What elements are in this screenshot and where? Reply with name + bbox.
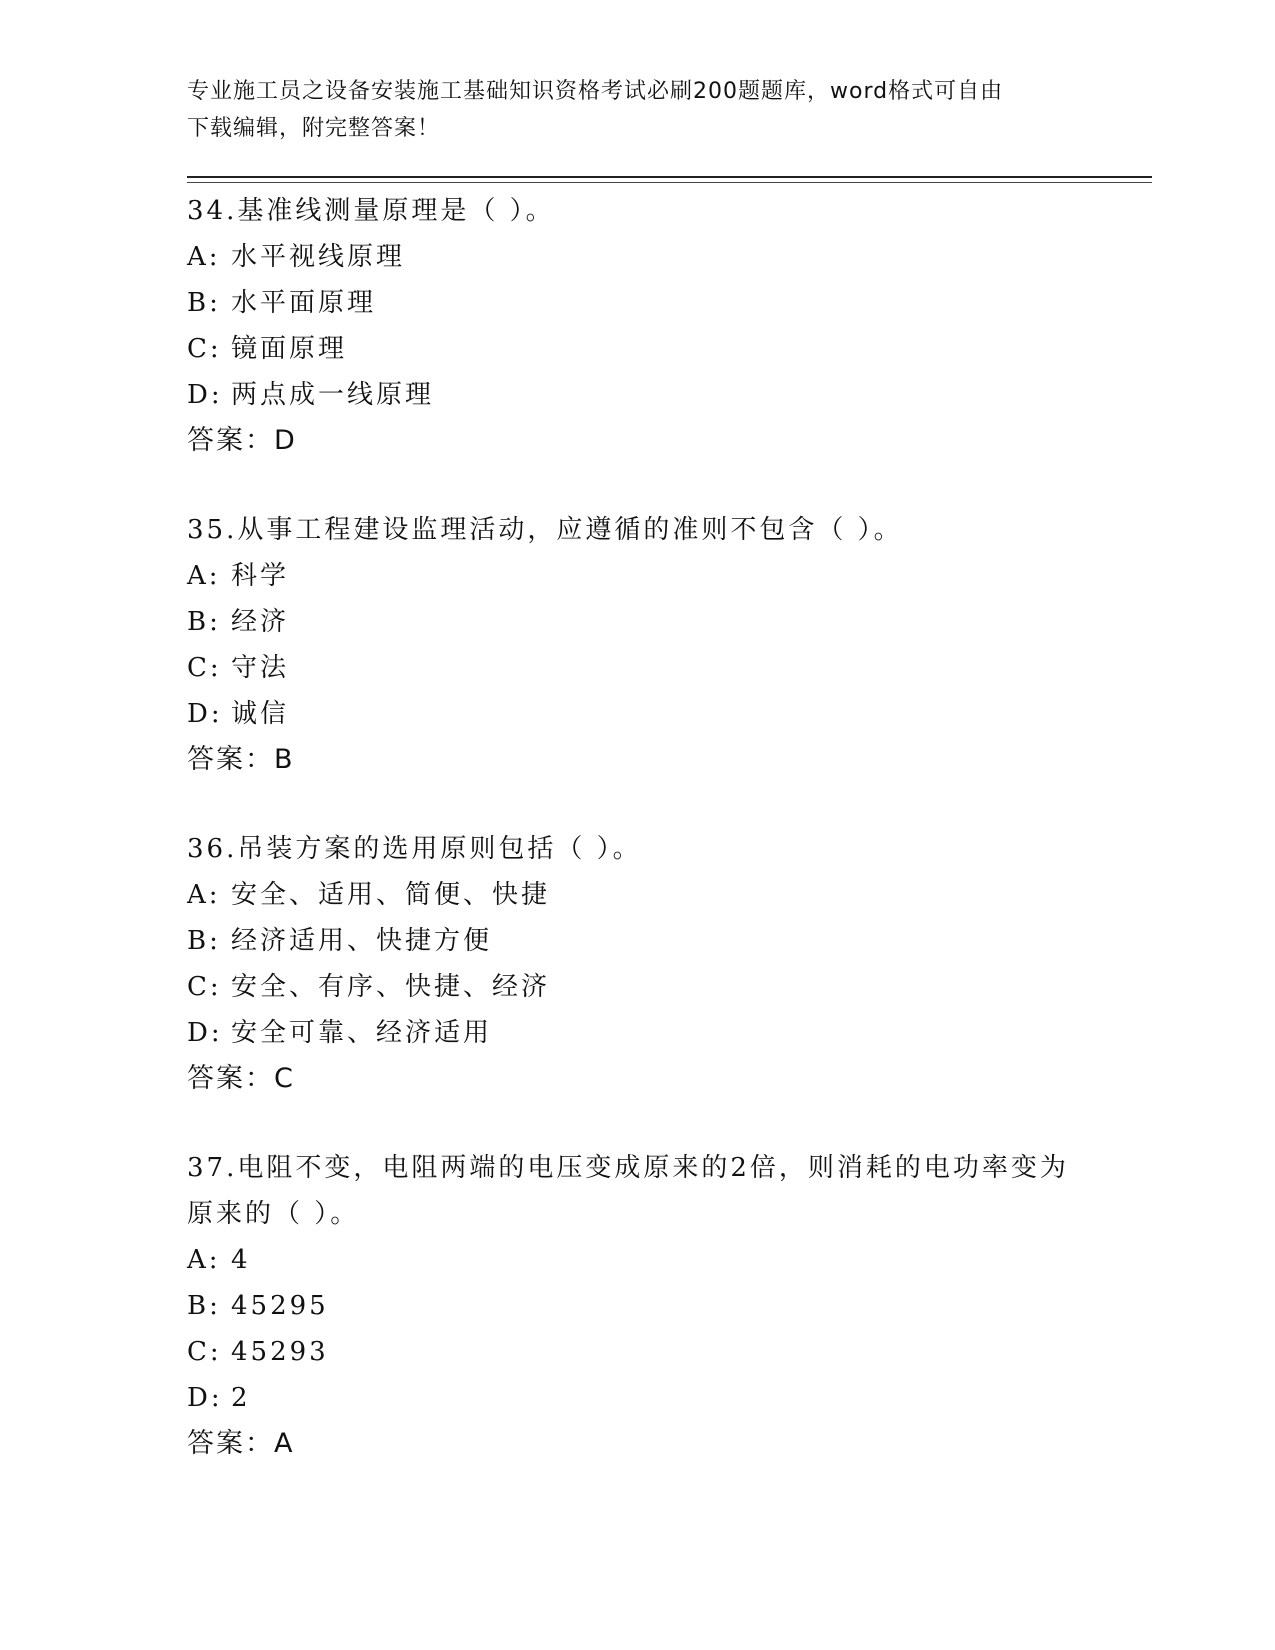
option-d [187,1375,1107,1421]
option-text: 镜面原理 [231,334,348,364]
option-letter: C: [187,1337,222,1367]
option-b [187,918,1107,964]
option-d [187,691,1107,737]
option-letter: A: [187,880,221,910]
option-text: 两点成一线原理 [231,380,435,410]
question-stem-line-2: 原来的（ ）。 [187,1199,360,1229]
option-letter: C: [187,972,222,1002]
answer-line: 答案：A [187,1428,295,1459]
option-letter: C: [187,653,222,683]
option-text: 2 [231,1383,251,1413]
question-stem: 36.吊装方案的选用原则包括（ ）。 [187,834,642,864]
option-text: 水平面原理 [231,288,377,318]
question-34 [187,188,1107,464]
option-text: 安全、有序、快捷、经济 [231,972,551,1002]
option-text: 45293 [231,1337,329,1367]
option-text: 诚信 [231,699,290,729]
option-a [187,872,1107,918]
option-letter: C: [187,334,222,364]
option-c [187,1329,1107,1375]
option-letter: D: [187,699,223,729]
question-37 [187,1145,1107,1467]
question-35 [187,507,1107,783]
header-divider-thin [187,182,1152,183]
option-letter: D: [187,380,223,410]
option-text: 经济适用、快捷方便 [231,926,493,956]
option-letter: B: [187,926,221,956]
option-a [187,1237,1107,1283]
option-letter: A: [187,242,221,272]
document-header [187,73,1087,147]
option-letter: A: [187,1245,221,1275]
question-stem: 35.从事工程建设监理活动，应遵循的准则不包含（ ）。 [187,515,903,545]
header-title-line-1: 专业施工员之设备安装施工基础知识资格考试必刷200题题库，word格式可自由 [187,79,1004,104]
option-text: 守法 [231,653,290,683]
option-text: 45295 [231,1291,329,1321]
question-stem-line-1: 37.电阻不变，电阻两端的电压变成原来的2倍，则消耗的电功率变为 [187,1153,1069,1183]
option-letter: B: [187,1291,221,1321]
option-text: 水平视线原理 [231,242,406,272]
option-a [187,234,1107,280]
option-letter: B: [187,288,221,318]
option-b [187,280,1107,326]
option-text: 经济 [231,607,290,637]
option-text: 4 [231,1245,251,1275]
header-title-line-2: 下载编辑，附完整答案！ [187,116,441,141]
option-b [187,599,1107,645]
option-letter: D: [187,1018,223,1048]
header-divider-thick [187,176,1152,178]
option-text: 安全可靠、经济适用 [231,1018,493,1048]
answer-line: 答案：D [187,425,297,456]
option-letter: A: [187,561,221,591]
answer-line: 答案：C [187,1063,295,1094]
option-d [187,1010,1107,1056]
option-c [187,964,1107,1010]
answer-line: 答案：B [187,744,295,775]
option-a [187,553,1107,599]
option-letter: B: [187,607,221,637]
question-36 [187,826,1107,1102]
option-b [187,1283,1107,1329]
option-text: 科学 [231,561,290,591]
option-d [187,372,1107,418]
option-c [187,326,1107,372]
option-letter: D: [187,1383,223,1413]
option-c [187,645,1107,691]
option-text: 安全、适用、简便、快捷 [231,880,551,910]
question-stem: 34.基准线测量原理是（ ）。 [187,196,555,226]
